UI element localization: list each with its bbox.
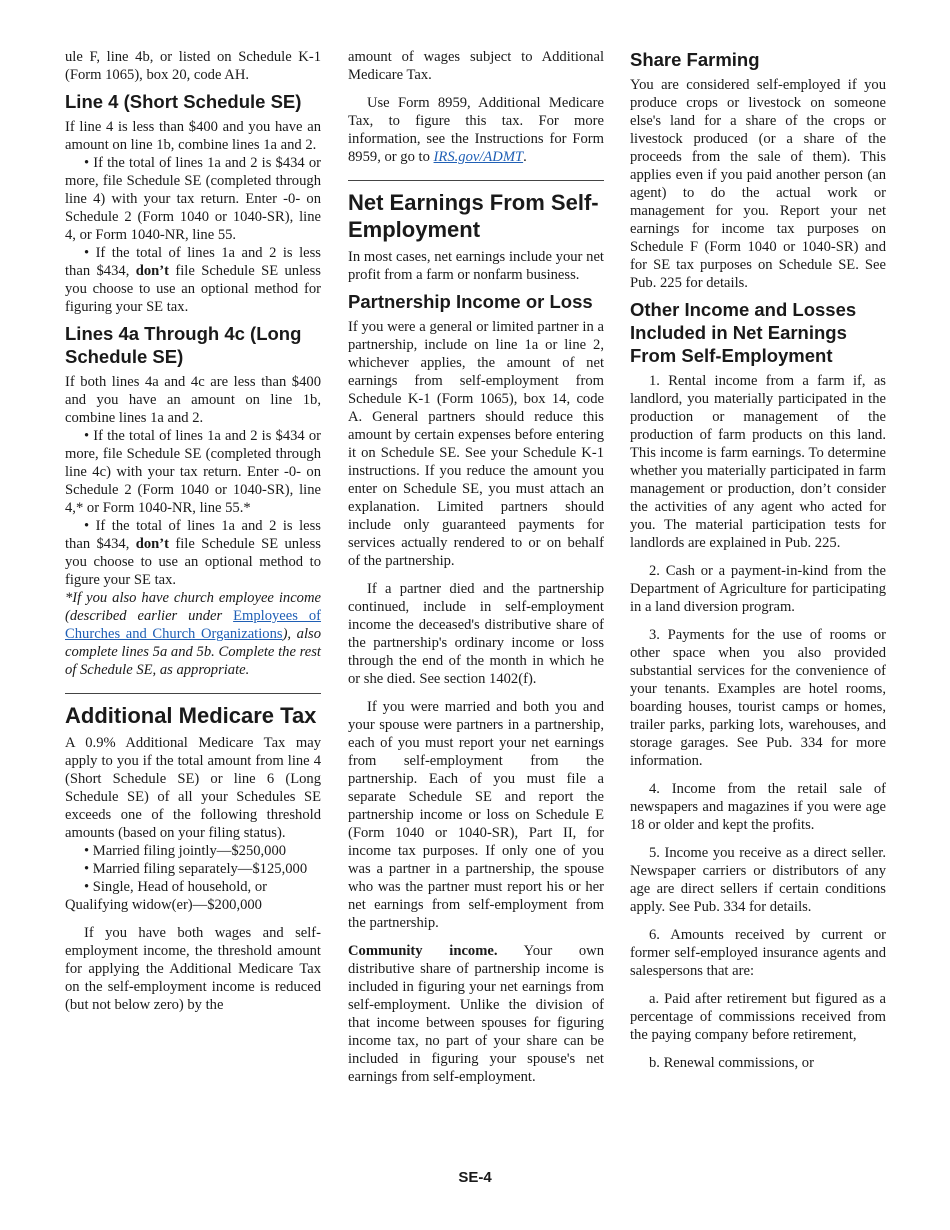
paragraph: If you were a general or limited partner in a partnership, include on line 1a or line 2, whichever applies, the amount of net earnings from self-employment from Schedule K-1 (Form 1065), box 14, code A. General partners should reduce this amount by certain expenses before entering it on Schedule SE. See your Schedule K-1 instructions. If you reduce the amount you enter on Schedule SE, you must attach an explanation. Limited partners should include only guaranteed payments for services actually rendered to or on behalf of the partnership.: [348, 319, 604, 569]
heading-share-farming: Share Farming: [630, 49, 760, 70]
heading-additional-medicare-tax: Additional Medicare Tax: [65, 703, 317, 728]
list-item: 4. Income from the retail sale of newspapers and magazines if you were age 18 or older and kept the profits.: [630, 781, 886, 833]
bullet-item: • If the total of lines 1a and 2 is less than $434, don’t file Schedule SE unless you choose to use an optional method to figure your SE tax.: [65, 518, 321, 588]
list-item: 3. Payments for the use of rooms or other space when you also provided substantial services for the convenience of your tenants. Examples are hotel rooms, boarding houses, tourist camps or homes, trailer parks, parking lots, warehouses, and storage garages. See Pub. 334 for more information.: [630, 627, 886, 769]
heading-net-earnings: Net Earnings From Self-Employment: [348, 190, 599, 242]
bullet-item: • If the total of lines 1a and 2 is $434 or more, file Schedule SE (completed through line 4) with your tax return. Enter -0- on Schedule 2 (Form 1040 or 1040-SR), line 4, or Form 1040-NR, line 55.: [65, 155, 321, 243]
bullet-item: • Single, Head of household, or Qualifying widow(er)—$200,000: [65, 879, 268, 913]
heading-partnership-income: Partnership Income or Loss: [348, 291, 593, 312]
column-1: [65, 48, 321, 1014]
footnote: *If you also have church employee income (described earlier under Employees of Churches and Church Organizations), also complete lines 5a and 5b. Complete the rest of Schedule SE, as appropriate.: [65, 590, 322, 678]
list-item: 2. Cash or a payment-in-kind from the Department of Agriculture for participating in a land diversion program.: [630, 563, 886, 615]
heading-other-income: Other Income and Losses Included in Net Earnings From Self-Employment: [630, 299, 857, 366]
page-number: SE-4: [458, 1169, 492, 1186]
bullet-item: • Married filing separately—$125,000: [83, 861, 308, 877]
list-item: 1. Rental income from a farm if, as landlord, you materially participated in the production or management of the production of farm products on this land. This income is farm earnings. To determine whether you materially participated in farm management or production, don’t consider the activities of any agent who acted for you. The material participation tests for landlords are explained in Pub. 225.: [630, 373, 886, 551]
link-church-employees[interactable]: Employees of Churches and Church Organizations: [65, 608, 322, 642]
column-3: [630, 48, 886, 1072]
paragraph: If both lines 4a and 4c are less than $400 and you have an amount on line 1b, combine lines 1a and 2.: [65, 374, 321, 426]
list-item: a. Paid after retirement but figured as a percentage of commissions received from the paying company before retirement,: [630, 991, 886, 1043]
list-item: b. Renewal commissions, or: [648, 1055, 814, 1071]
paragraph: ule F, line 4b, or listed on Schedule K-1 (Form 1065), box 20, code AH.: [65, 49, 321, 83]
paragraph: If a partner died and the partnership continued, include in self-employment income the deceased's distributive share of the partnership's ordinary income or loss through the end of the month in which he or she died. See section 1402(f).: [348, 581, 604, 687]
bullet-item: • Married filing jointly—$250,000: [83, 843, 287, 859]
section-divider: [65, 693, 321, 694]
paragraph: Community income. Your own distributive share of partnership income is included in figuring your net earnings from self-employment. Unlike the division of that income between spouses for figuring income tax, no part of your share can be included in figuring your spouse's net earnings from self-employment.: [348, 943, 604, 1085]
paragraph: Use Form 8959, Additional Medicare Tax, to figure this tax. For more information, see the Instructions for Form 8959, or go to IRS.gov/ADMT.: [348, 95, 604, 165]
list-item: 6. Amounts received by current or former self-employed insurance agents and salespersons that are:: [630, 927, 886, 979]
paragraph: If you were married and both you and your spouse were partners in a partnership, each of you must report your net earnings from self-employment from the partnership. Each of you must file a separate Schedule SE and report the partnership income or loss on Schedule E (Form 1040 or 1040-SR), Part II, for income tax purposes. If only one of you was a partner in a partnership, the spouse who was the partner must report his or her net earnings from self-employment from the partnership.: [348, 699, 604, 931]
paragraph: If you have both wages and self-employment income, the threshold amount for applying the Additional Medicare Tax on the self-employment income is reduced (but not below zero) by the: [65, 925, 321, 1013]
link-irs-admt[interactable]: IRS.gov/ADMT: [433, 149, 524, 165]
paragraph: In most cases, net earnings include your net profit from a farm or nonfarm business.: [348, 249, 604, 283]
paragraph: A 0.9% Additional Medicare Tax may apply to you if the total amount from line 4 (Short Schedule SE) or line 6 (Long Schedule SE) of all your Schedules SE exceeds one of the following threshold amounts (based on your filing status).: [65, 735, 321, 841]
paragraph: If line 4 is less than $400 and you have an amount on line 1b, combine lines 1a and 2.: [65, 119, 321, 153]
paragraph: amount of wages subject to Additional Medicare Tax.: [348, 49, 604, 83]
list-item: 5. Income you receive as a direct seller. Newspaper carriers or distributors of any age are direct sellers if certain conditions apply. See Pub. 334 for details.: [630, 845, 886, 915]
heading-lines-4a-4c: Lines 4a Through 4c (Long Schedule SE): [65, 323, 302, 367]
section-divider: [348, 180, 604, 181]
heading-line-4: Line 4 (Short Schedule SE): [65, 91, 302, 112]
bullet-item: • If the total of lines 1a and 2 is less than $434, don’t file Schedule SE unless you choose to use an optional method for figuring your SE tax.: [65, 245, 321, 315]
bullet-item: • If the total of lines 1a and 2 is $434 or more, file Schedule SE (completed through line 4c) with your tax return. Enter -0- on Schedule 2 (Form 1040 or 1040-SR), line 4,* or Form 1040-NR, line 55.*: [65, 428, 321, 516]
paragraph: You are considered self-employed if you produce crops or livestock on someone else's land for a share of the crops or livestock produced (or a share of the proceeds from the sale of them). This applies even if you paid another person (an agent) to do the actual work or management for you. Report your net earnings for income tax purposes on Schedule F (Form 1040 or 1040-SR) and for SE tax purposes on Schedule SE. See Pub. 225 for details.: [630, 77, 886, 291]
column-2: [348, 48, 604, 1086]
